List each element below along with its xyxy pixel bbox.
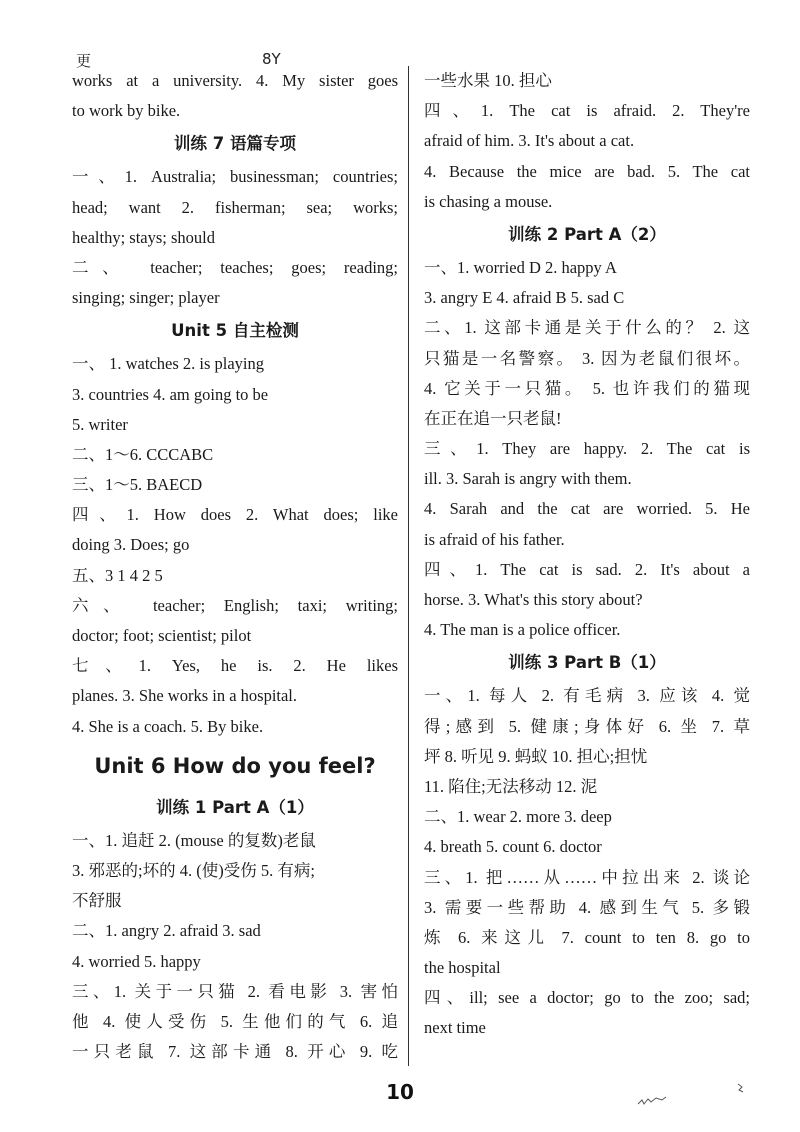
header-mark-right: 8Y	[262, 50, 281, 68]
answer-line: 4. The man is a police officer.	[424, 620, 621, 640]
answer-line: 4. She is a coach. 5. By bike.	[72, 716, 264, 736]
answer-line: the hospital	[424, 958, 501, 978]
left-column	[72, 66, 398, 1067]
answer-line: 4. Because the mice are bad. 5. The cat	[424, 161, 750, 181]
answer-line: 三、1～5. BAECD	[72, 475, 203, 495]
answer-line: 11. 陷住;无法移动 12. 泥	[424, 776, 598, 796]
answer-line: 坪 8. 听见 9. 蚂蚁 10. 担心;担忧	[424, 746, 648, 766]
answer-line: 四、1. How does 2. What does; like	[72, 505, 398, 525]
answer-line: head; want 2. fisherman; sea; works;	[72, 197, 398, 217]
header-mark-left: 更	[76, 52, 92, 70]
answer-line: 得;感到 5. 健康;身体好 6. 坐 7. 草	[424, 716, 750, 736]
answer-line: 只猫是一名警察。 3. 因为老鼠们很坏。	[424, 348, 750, 368]
answer-line: 二、1. 这部卡通是关于什么的？ 2. 这	[424, 318, 750, 338]
answer-line: 二、 teacher; teaches; goes; reading;	[72, 257, 398, 277]
answer-line: 四、1. The cat is sad. 2. It's about a	[424, 559, 750, 579]
answer-line: 3. angry E 4. afraid B 5. sad C	[424, 288, 625, 308]
answer-line: 三、1. They are happy. 2. The cat is	[424, 439, 750, 459]
answer-line: doctor; foot; scientist; pilot	[72, 626, 252, 645]
section-title: Unit 5 自主检测	[171, 321, 299, 341]
answer-line: 一些水果 10. 担心	[424, 71, 552, 90]
answer-line: 一、 1. watches 2. is playing	[72, 354, 265, 374]
answer-line: doing 3. Does; go	[72, 535, 190, 555]
answer-line: 四、ill; see a doctor; go to the zoo; sad;	[424, 988, 750, 1008]
answer-line: 一、1. 每人 2. 有毛病 3. 应该 4. 觉	[424, 686, 750, 706]
section-title: 训练 7 语篇专项	[174, 134, 296, 154]
answer-line: 5. writer	[72, 414, 128, 434]
answer-line: is afraid of his father.	[424, 529, 565, 549]
answer-line: 4. breath 5. count 6. doctor	[424, 837, 602, 857]
answer-line: 4. 它关于一只猫。 5. 也许我们的猫现	[424, 378, 750, 398]
answer-line: healthy; stays; should	[72, 227, 215, 247]
column-divider	[408, 66, 409, 1066]
answer-line: 二、1. angry 2. afraid 3. sad	[72, 921, 261, 941]
answer-line: 3. countries 4. am going to be	[72, 384, 269, 404]
answer-line: 一只老鼠 7. 这部卡通 8. 开心 9. 吃	[72, 1042, 398, 1062]
answer-line: ill. 3. Sarah is angry with them.	[424, 469, 632, 489]
answer-line: 六、 teacher; English; taxi; writing;	[72, 595, 398, 615]
answer-line: 五、3 1 4 2 5	[72, 565, 163, 585]
answer-line: planes. 3. She works in a hospital.	[72, 686, 298, 706]
answer-line: 在正在追一只老鼠!	[424, 408, 562, 428]
answer-line: to work by bike.	[72, 101, 181, 121]
answer-line: singing; singer; player	[72, 288, 220, 308]
answer-line: 炼 6. 来这儿 7. count to ten 8. go to	[424, 927, 750, 947]
section-title: 训练 3 Part B（1）	[508, 653, 666, 673]
section-title: 训练 1 Part A（1）	[156, 797, 314, 817]
answer-line: 3. 需要一些帮助 4. 感到生气 5. 多锻	[424, 897, 750, 917]
answer-line: 他 4. 使人受伤 5. 生他们的气 6. 追	[72, 1011, 398, 1031]
pen-scribble-mark	[632, 1076, 752, 1116]
answer-line: 三、1. 关于一只猫 2. 看电影 3. 害怕	[72, 981, 398, 1001]
section-title: 训练 2 Part A（2）	[508, 224, 666, 244]
answer-line: 一、1. worried D 2. happy A	[424, 257, 617, 277]
unit-title: Unit 6 How do you feel?	[94, 753, 376, 778]
answer-line: horse. 3. What's this story about?	[424, 590, 643, 609]
answer-line: afraid of him. 3. It's about a cat.	[424, 131, 635, 151]
answer-line: 二、1. wear 2. more 3. deep	[424, 807, 612, 827]
answer-line: is chasing a mouse.	[424, 191, 553, 211]
answer-line: 四、1. The cat is afraid. 2. They're	[424, 101, 750, 121]
answer-line: 七、1. Yes, he is. 2. He likes	[72, 656, 398, 676]
answer-line: works at a university. 4. My sister goes	[72, 71, 398, 90]
page-number: 10	[386, 1080, 414, 1104]
answer-line: 一、1. Australia; businessman; countries;	[72, 167, 398, 187]
answer-line: 不舒服	[72, 891, 122, 911]
answer-line: next time	[424, 1018, 486, 1038]
answer-line: 三、1. 把……从……中拉出来 2. 谈论	[424, 867, 750, 887]
answer-line: 4. worried 5. happy	[72, 951, 201, 971]
answer-line: 一、1. 追赶 2. (mouse 的复数)老鼠	[72, 830, 316, 850]
answer-line: 二、1～6. CCCABC	[72, 444, 214, 464]
answer-line: 4. Sarah and the cat are worried. 5. He	[424, 499, 750, 519]
answer-line: 3. 邪恶的;坏的 4. (使)受伤 5. 有病;	[72, 860, 315, 880]
right-column	[424, 66, 750, 1044]
